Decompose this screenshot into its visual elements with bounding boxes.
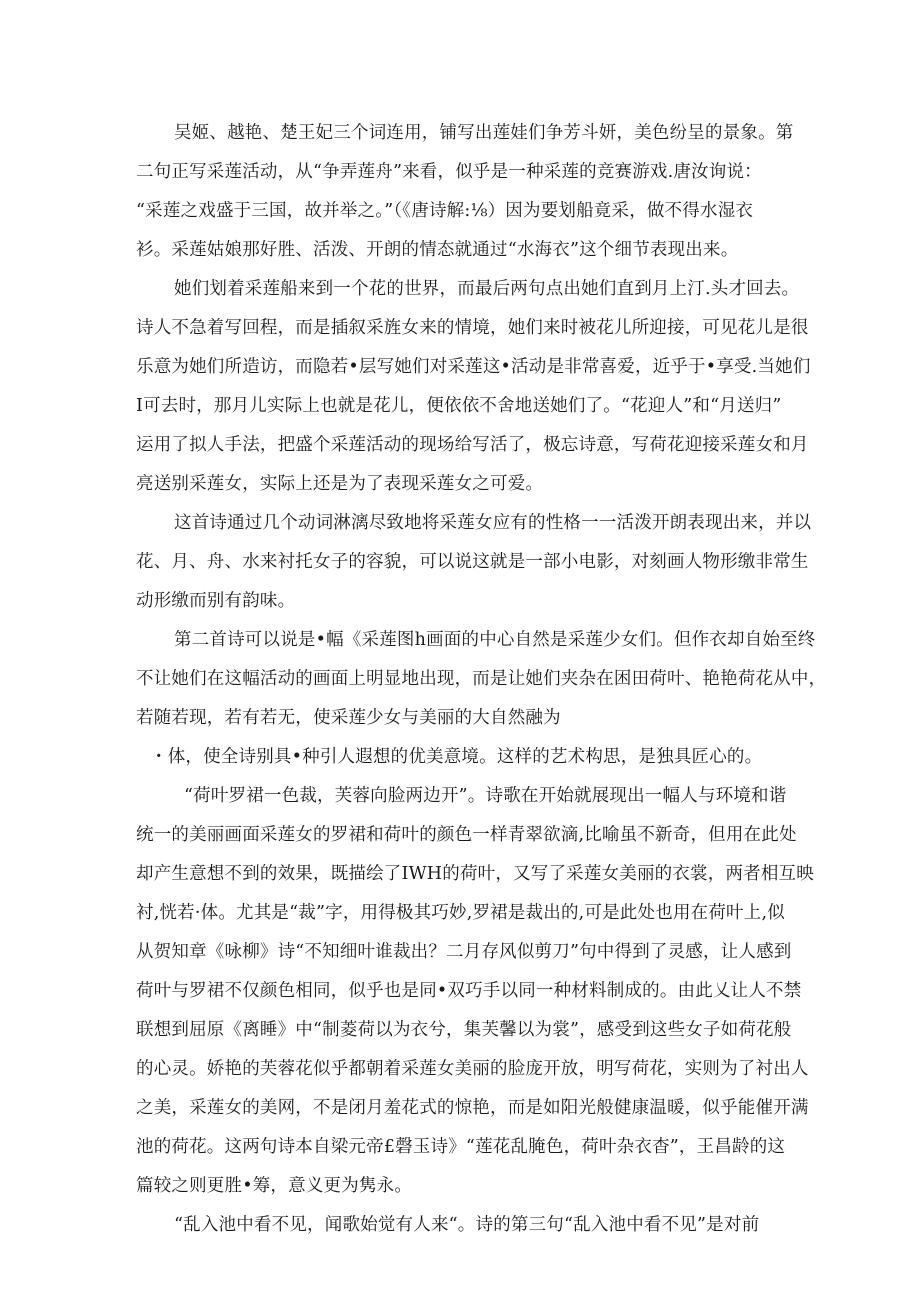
text-line: 乐意为她们所造访，而隐若•层写她们对采莲这•活动是非常喜爱，近乎于•享受.当她们 bbox=[136, 357, 811, 377]
text-line: “乱入池中看不见，闻歌始觉有人来“。诗的第三句“乱入池中看不见”是对前 bbox=[174, 1215, 760, 1235]
text-line: 衫。采莲姑娘那好胜、活泼、开朗的情态就通过“水海衣”这个细节表现出来。 bbox=[136, 240, 739, 260]
text-line: 她们划着采莲船来到一个花的世界，而最后两句点出她们直到月上汀.头才回去。 bbox=[174, 279, 800, 299]
text-line: 统一的美丽画面采莲女的罗裙和荷叶的颜色一样青翠欲滴,比喻虽不新奇，但用在此处 bbox=[136, 825, 797, 845]
text-line: 荷叶与罗裙不仅颜色相同，似乎也是同•双巧手以同一种材料制成的。由此乂让人不禁 bbox=[136, 981, 802, 1001]
text-line: 不让她们在这幅活动的画面上明显地出现，而是让她们夹杂在困田荷叶、艳艳荷花从中， bbox=[136, 669, 827, 689]
text-line: “荷叶罗裙一色裁，芙蓉向脸两边开”。诗歌在开始就展现出一幅人与环境和谐 bbox=[184, 786, 787, 806]
text-line: 吴姬、越艳、楚王妃三个词连用，铺写出莲娃们争芳斗妍，美色纷呈的景象。第 bbox=[174, 123, 794, 143]
text-line: 从贺知章《咏柳》诗“不知细叶谁裁出？二月存风似剪刀”句中得到了灵感，让人感到 bbox=[136, 942, 792, 962]
text-line: 篇较之则更胜•筹，意义更为隽永。 bbox=[136, 1176, 413, 1196]
text-line: 却产生意想不到的效果，既描绘了IWH的荷叶，又写了采莲女美丽的衣裳，两者相互映 bbox=[136, 864, 814, 884]
text-line: I可去时，那月儿实际上也就是花儿，便依依不舍地送她们了。“花迎人”和“月送归” bbox=[136, 396, 782, 416]
text-line: 池的荷花。这两句诗本自梁元帝£磬玉诗》“莲花乱腌色，荷叶杂衣杳”，王昌龄的这 bbox=[136, 1137, 786, 1157]
text-line: 诗人不急着写回程，而是插叙采旌女来的情境，她们来时被花儿所迎接，可见花儿是很 bbox=[136, 318, 809, 338]
text-line: “采莲之戏盛于三国，故并举之。”（《唐诗解:⅛）因为要划船竟采，做不得水湿衣 bbox=[136, 201, 754, 221]
text-line: 亮送别采莲女，实际上还是为了表现采莲女之可爱。 bbox=[136, 474, 544, 494]
text-line: 联想到屈原《离睡》中“制菱荷以为衣兮，集芙馨以为裳”，感受到这些女子如荷花般 bbox=[136, 1020, 792, 1040]
text-line: 衬,恍若·体。尤其是“裁”字，用得极其巧妙,罗裙是裁出的,可是此处也用在荷叶上,似 bbox=[136, 903, 785, 923]
text-line: 的心灵。娇艳的芙蓉花似乎都朝着采莲女美丽的脸庞开放，明写荷花，实则为了衬出人 bbox=[136, 1059, 809, 1079]
text-line: 若随若现，若有若无，使采莲少女与美丽的大自然融为 bbox=[136, 708, 561, 728]
text-line: 第二首诗可以说是•幅《采莲图h画面的中心自然是采莲少女们。但作衣却自始至终 bbox=[174, 630, 816, 650]
text-line: 之美，采莲女的美网，不是闭月羞花式的惊艳，而是如阳光般健康温暖，似乎能催开满 bbox=[136, 1098, 809, 1118]
text-line: ・体，使全诗别具•种引人遐想的优美意境。这样的艺术构思，是独具匠心的。 bbox=[150, 747, 763, 767]
text-line: 二句正写采莲活动，从“争弄莲舟”来看，似乎是一种采莲的竞赛游戏.唐汝询说： bbox=[136, 162, 762, 182]
text-line: 花、月、舟、水来衬托女子的容貌，可以说这就是一部小电影，对刻画人物形缴非常生 bbox=[136, 552, 809, 572]
text-line: 运用了拟人手法，把盛个采莲活动的现场给写活了，极忘诗意，写荷花迎接采莲女和月 bbox=[136, 435, 809, 455]
text-line: 动形缴而别有韵味。 bbox=[136, 591, 296, 611]
text-line: 这首诗通过几个动词淋漓尽致地将采莲女应有的性格一一活泼开朗表现出来，并以 bbox=[174, 513, 812, 533]
